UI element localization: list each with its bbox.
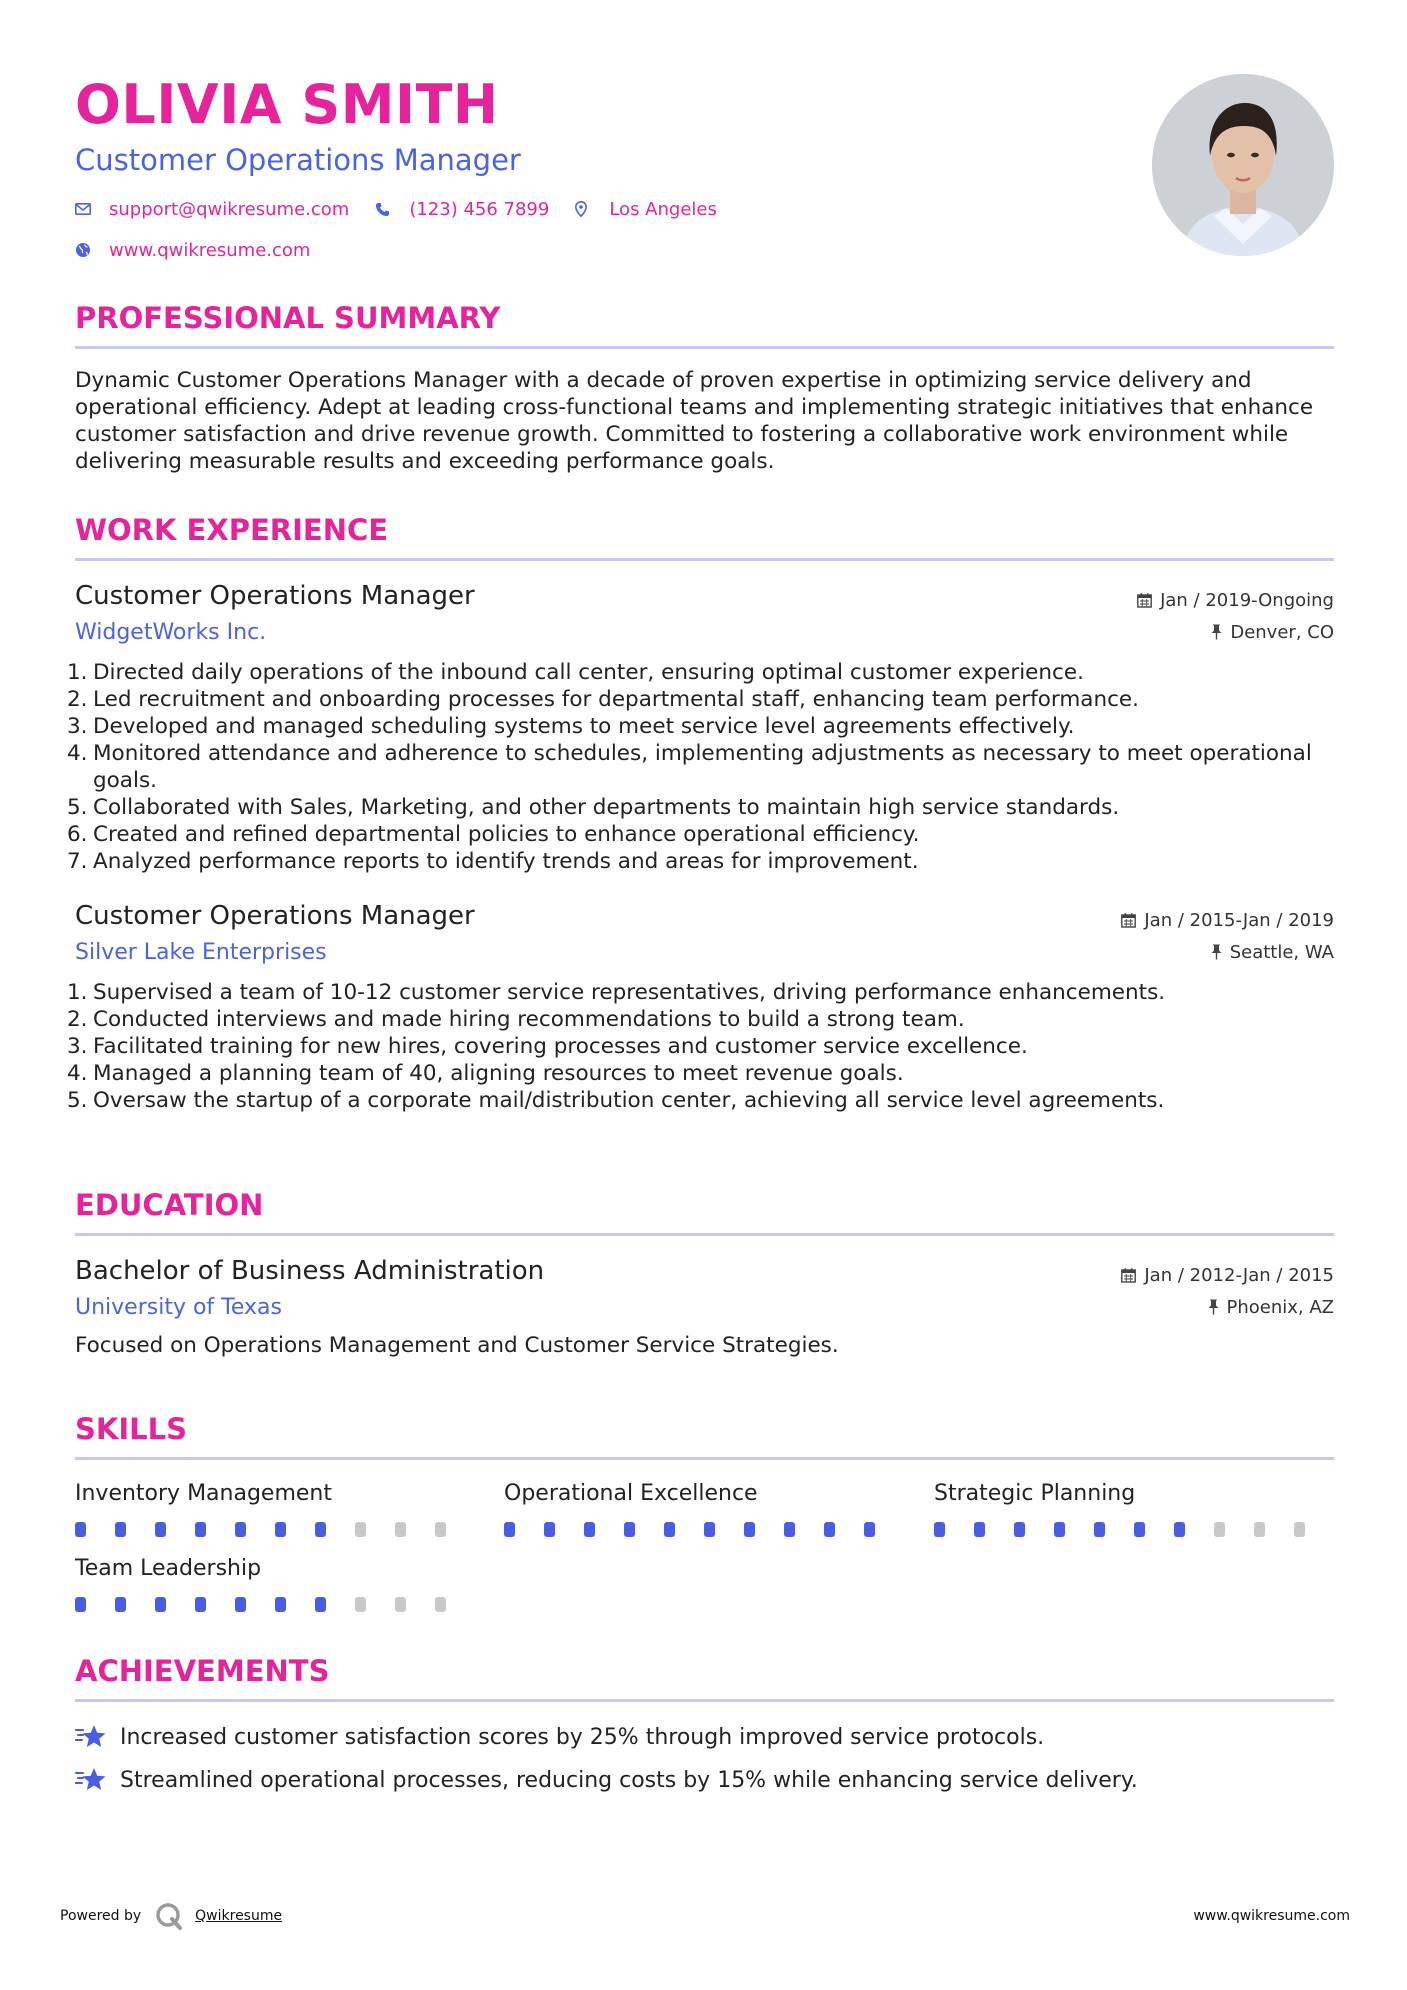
- globe-icon: [75, 242, 109, 258]
- rating-dot-filled: [75, 1522, 86, 1537]
- education-location-text: Phoenix, AZ: [1226, 1296, 1334, 1318]
- calendar-icon: [1137, 593, 1152, 608]
- rating-dot-filled: [584, 1522, 595, 1537]
- powered-by: [60, 1902, 282, 1930]
- star-icon: [75, 1767, 120, 1793]
- rating-dot-filled: [1174, 1522, 1185, 1537]
- rating-dot-filled: [544, 1522, 555, 1537]
- rating-dot-filled: [1134, 1522, 1145, 1537]
- job-date: [1137, 590, 1334, 611]
- duty-list: [67, 979, 1334, 1114]
- skill-name: Strategic Planning: [934, 1481, 1136, 1506]
- rating-dot-filled: [784, 1522, 795, 1537]
- rating-dot-filled: [1054, 1522, 1065, 1537]
- rating-dot-filled: [315, 1522, 326, 1537]
- list-item: 5. Collaborated with Sales, Marketing, and other departments to maintain high service standards.: [67, 795, 1120, 820]
- job-location: [1211, 942, 1334, 963]
- envelope-icon: [75, 203, 109, 215]
- rating-dot-filled: [824, 1522, 835, 1537]
- rating-dot-empty: [1214, 1522, 1225, 1537]
- education-header: [75, 1252, 1334, 1286]
- education-date: [1121, 1265, 1334, 1286]
- section-divider: [75, 558, 1334, 561]
- summary-text: Dynamic Customer Operations Manager with a decade of proven expertise in optimizing service delivery and operational efficiency. Adept at leading cross-functional teams and implementing strategic initiatives that enhance customer satisfaction and drive revenue growth. Committed to fostering a collaborative work environment while delivering measurable results and exceeding performance goals.: [75, 368, 1314, 474]
- rating-dot-empty: [1294, 1522, 1305, 1537]
- website-text: www.qwikresume.com: [109, 239, 311, 261]
- rating-dot-filled: [704, 1522, 715, 1537]
- rating-dot-empty: [395, 1597, 406, 1612]
- section-divider: [75, 1233, 1334, 1236]
- contact-website[interactable]: [75, 240, 310, 261]
- rating-dot-filled: [275, 1522, 286, 1537]
- experience-section: [67, 512, 1334, 1114]
- job-entry: [67, 897, 1334, 1114]
- location-text: Los Angeles: [609, 198, 717, 220]
- rating-dot-filled: [275, 1597, 286, 1612]
- rating-dot-empty: [435, 1597, 446, 1612]
- achievements-section: [75, 1653, 1334, 1797]
- job-title: Customer Operations Manager: [75, 901, 475, 931]
- contact-location: [575, 199, 717, 220]
- rating-dot-filled: [235, 1597, 246, 1612]
- rating-dot-filled: [155, 1597, 166, 1612]
- summary-heading: PROFESSIONAL SUMMARY: [75, 301, 501, 335]
- rating-dot-empty: [435, 1522, 446, 1537]
- rating-dot-filled: [974, 1522, 985, 1537]
- powered-by-label: Powered by: [60, 1908, 142, 1924]
- job-date: [1121, 910, 1334, 931]
- list-item: 5. Oversaw the startup of a corporate mail/distribution center, achieving all service level agreements.: [67, 1088, 1165, 1113]
- rating-dot-empty: [355, 1522, 366, 1537]
- education-date-text: Jan / 2012-Jan / 2015: [1144, 1265, 1334, 1286]
- skill-rating: [504, 1522, 904, 1537]
- list-item: 4. Monitored attendance and adherence to schedules, implementing adjustments as necessary to meet operational goals.: [67, 741, 1312, 793]
- candidate-title: Customer Operations Manager: [75, 143, 521, 177]
- list-item: 3. Facilitated training for new hires, covering processes and customer service excellence.: [67, 1034, 1028, 1059]
- phone-text: (123) 456 7899: [409, 198, 550, 220]
- star-icon: [75, 1724, 120, 1750]
- pushpin-icon: [1211, 944, 1222, 960]
- job-date-text: Jan / 2019-Ongoing: [1160, 590, 1334, 611]
- profile-photo: [1152, 74, 1334, 256]
- list-item: 2. Led recruitment and onboarding processes for departmental staff, enhancing team performance.: [67, 687, 1139, 712]
- rating-dot-filled: [1014, 1522, 1025, 1537]
- list-item: 7. Analyzed performance reports to identify trends and areas for improvement.: [67, 849, 919, 874]
- calendar-icon: [1121, 1268, 1136, 1283]
- job-header: [75, 897, 1334, 931]
- job-title: Customer Operations Manager: [75, 581, 475, 611]
- list-item: [75, 1720, 1334, 1754]
- education-subheader: [75, 1290, 1334, 1324]
- pushpin-icon: [1208, 1299, 1219, 1315]
- job-location-text: Denver, CO: [1230, 621, 1334, 643]
- candidate-name: OLIVIA SMITH: [75, 73, 499, 136]
- skills-heading: SKILLS: [75, 1412, 187, 1446]
- list-item: 1. Supervised a team of 10-12 customer service representatives, driving performance enhancements.: [67, 980, 1166, 1005]
- skill-rating: [934, 1522, 1334, 1537]
- education-location: [1208, 1297, 1335, 1318]
- achievement-text: Increased customer satisfaction scores by 25% through improved service protocols.: [120, 1724, 1045, 1750]
- rating-dot-filled: [744, 1522, 755, 1537]
- resume-header: [75, 70, 1075, 265]
- contact-row-2: [75, 235, 1075, 265]
- rating-dot-filled: [624, 1522, 635, 1537]
- rating-dot-filled: [1094, 1522, 1105, 1537]
- skill-item: [504, 1480, 904, 1537]
- rating-dot-filled: [115, 1522, 126, 1537]
- list-item: 1. Directed daily operations of the inbound call center, ensuring optimal customer experience.: [67, 660, 1084, 685]
- achievement-list: [75, 1720, 1334, 1797]
- contact-row-1: [75, 194, 1075, 224]
- qwikresume-link[interactable]: Qwikresume: [195, 1908, 283, 1924]
- education-description: Focused on Operations Management and Customer Service Strategies.: [75, 1333, 839, 1358]
- rating-dot-empty: [1254, 1522, 1265, 1537]
- school-name: University of Texas: [75, 1294, 282, 1320]
- job-header: [75, 577, 1334, 611]
- company-name: Silver Lake Enterprises: [75, 939, 327, 965]
- job-date-text: Jan / 2015-Jan / 2019: [1144, 910, 1334, 931]
- rating-dot-filled: [315, 1597, 326, 1612]
- skill-item: [934, 1480, 1334, 1537]
- education-heading: EDUCATION: [75, 1188, 264, 1222]
- skill-rating: [75, 1597, 475, 1612]
- achievement-text: Streamlined operational processes, reducing costs by 15% while enhancing service delivery.: [120, 1767, 1138, 1793]
- job-entry: [67, 577, 1334, 875]
- rating-dot-filled: [195, 1522, 206, 1537]
- skill-item: [75, 1555, 475, 1612]
- section-divider: [75, 1699, 1334, 1702]
- page-footer: [60, 1896, 1350, 1936]
- email-text: support@qwikresume.com: [109, 198, 350, 220]
- calendar-icon: [1121, 913, 1136, 928]
- education-entry: [75, 1252, 1334, 1359]
- list-item: 6. Created and refined departmental policies to enhance operational efficiency.: [67, 822, 920, 847]
- phone-icon: [375, 202, 409, 217]
- rating-dot-filled: [235, 1522, 246, 1537]
- list-item: 3. Developed and managed scheduling systems to meet service level agreements effectively.: [67, 714, 1075, 739]
- achievements-heading: ACHIEVEMENTS: [75, 1654, 330, 1688]
- degree-title: Bachelor of Business Administration: [75, 1256, 545, 1286]
- section-divider: [75, 1457, 1334, 1460]
- skill-rating: [75, 1522, 475, 1537]
- list-item: 4. Managed a planning team of 40, aligning resources to meet revenue goals.: [67, 1061, 904, 1086]
- skills-grid: [75, 1480, 1334, 1640]
- education-section: [75, 1187, 1334, 1359]
- rating-dot-filled: [195, 1597, 206, 1612]
- company-name: WidgetWorks Inc.: [75, 619, 267, 645]
- rating-dot-filled: [115, 1597, 126, 1612]
- rating-dot-filled: [504, 1522, 515, 1537]
- pushpin-icon: [1211, 624, 1222, 640]
- contact-phone[interactable]: [375, 199, 549, 220]
- section-divider: [75, 346, 1334, 349]
- experience-heading: WORK EXPERIENCE: [75, 513, 389, 547]
- contact-email[interactable]: [75, 199, 349, 220]
- skills-section: [75, 1411, 1334, 1640]
- rating-dot-filled: [155, 1522, 166, 1537]
- skill-name: Operational Excellence: [504, 1481, 758, 1506]
- summary-section: [75, 300, 1334, 475]
- duty-list: [67, 659, 1334, 875]
- rating-dot-empty: [355, 1597, 366, 1612]
- list-item: 2. Conducted interviews and made hiring recommendations to build a strong team.: [67, 1007, 965, 1032]
- skill-name: Team Leadership: [75, 1556, 262, 1581]
- rating-dot-empty: [395, 1522, 406, 1537]
- skill-item: [75, 1480, 475, 1537]
- qwikresume-logo-icon: [155, 1902, 183, 1930]
- job-subheader: [75, 615, 1334, 649]
- rating-dot-filled: [864, 1522, 875, 1537]
- list-item: [75, 1763, 1334, 1797]
- rating-dot-filled: [664, 1522, 675, 1537]
- job-location-text: Seattle, WA: [1229, 941, 1334, 963]
- rating-dot-filled: [75, 1597, 86, 1612]
- rating-dot-filled: [934, 1522, 945, 1537]
- skill-name: Inventory Management: [75, 1481, 332, 1506]
- map-pin-icon: [575, 201, 609, 217]
- footer-website[interactable]: www.qwikresume.com: [1193, 1908, 1350, 1924]
- job-location: [1211, 622, 1334, 643]
- job-subheader: [75, 935, 1334, 969]
